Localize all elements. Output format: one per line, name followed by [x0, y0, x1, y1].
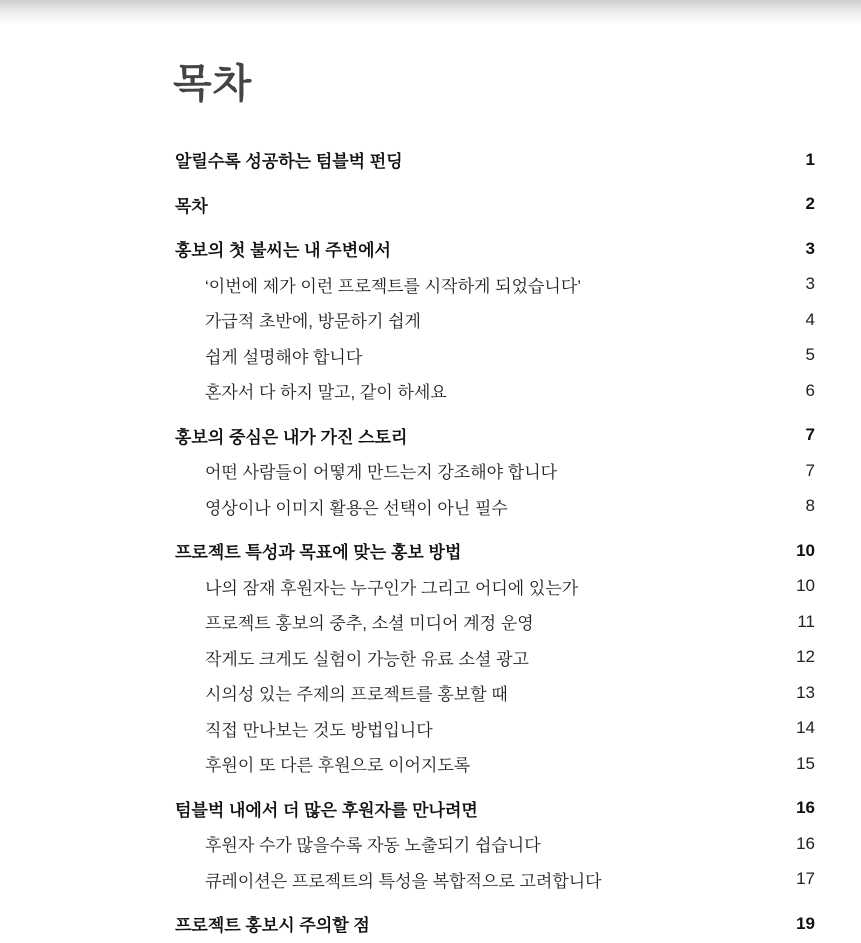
toc-page-number: 16 — [796, 798, 815, 818]
toc-chapter[interactable] — [175, 187, 815, 223]
toc-page-number: 14 — [796, 718, 815, 738]
toc-entry-title: 직접 만나보는 것도 방법입니다 — [205, 720, 433, 740]
toc-page-number: 13 — [796, 682, 815, 702]
toc-section[interactable] — [175, 640, 815, 676]
toc-entry-title: 나의 잠재 후원자는 누구인가 그리고 어디에 있는가 — [205, 578, 579, 598]
toc-entry-title: 알릴수록 성공하는 텀블벅 펀딩 — [175, 152, 403, 172]
toc-page-number: 7 — [805, 460, 815, 480]
toc-entry-title: 홍보의 중심은 내가 가진 스토리 — [175, 427, 408, 447]
toc-page-number: 15 — [796, 753, 815, 773]
toc-entry-title: 시의성 있는 주제의 프로젝트를 홍보할 때 — [205, 685, 508, 705]
toc-page-number: 11 — [797, 611, 815, 631]
toc-section[interactable] — [175, 453, 815, 489]
toc-entry-title: 후원이 또 다른 후원으로 이어지도록 — [205, 756, 471, 776]
toc-chapter[interactable] — [175, 418, 815, 454]
toc-chapter[interactable] — [175, 533, 815, 569]
toc-page-number: 6 — [805, 380, 815, 400]
top-shadow — [0, 0, 861, 24]
toc-page-number: 10 — [796, 576, 815, 596]
toc-entry-title: 영상이나 이미지 활용은 선택이 아닌 필수 — [205, 498, 508, 518]
toc-page-number: 4 — [805, 309, 815, 329]
toc-page-number: 5 — [805, 345, 815, 365]
toc-page-number: 2 — [805, 194, 815, 214]
toc-section[interactable] — [175, 489, 815, 525]
toc-section[interactable] — [175, 373, 815, 409]
toc-chapter[interactable] — [175, 791, 815, 827]
toc-entry-title: 텀블벅 내에서 더 많은 후원자를 만나려면 — [175, 800, 478, 820]
toc-page-number: 1 — [805, 149, 815, 169]
toc-entry-title: 프로젝트 홍보시 주의할 점 — [175, 916, 370, 936]
toc-chapter[interactable] — [175, 231, 815, 267]
toc-section[interactable] — [175, 302, 815, 338]
toc-entry-title: 목차 — [175, 196, 208, 216]
toc-section[interactable] — [175, 675, 815, 711]
toc-entry-title: 작게도 크게도 실험이 가능한 유료 소셜 광고 — [205, 649, 529, 669]
toc-entry-title: 가급적 초반에, 방문하기 쉽게 — [205, 312, 421, 332]
toc-entry-title: 프로젝트 특성과 목표에 맞는 홍보 방법 — [175, 543, 462, 563]
toc-page-number: 17 — [796, 869, 815, 889]
toc-section[interactable] — [175, 711, 815, 747]
page-title: 목차 — [173, 62, 253, 106]
toc-page-number: 10 — [796, 540, 815, 560]
toc-page-number: 16 — [796, 833, 815, 853]
toc-section[interactable] — [175, 604, 815, 640]
toc-page-number: 3 — [805, 274, 815, 294]
toc-page-number: 7 — [805, 425, 815, 445]
toc-page-number: 19 — [796, 913, 815, 933]
toc-section[interactable] — [175, 826, 815, 862]
toc-page-number: 3 — [805, 238, 815, 258]
toc-entry-title: 쉽게 설명해야 합니다 — [205, 347, 363, 367]
table-of-contents — [175, 142, 815, 942]
toc-entry-title: 어떤 사람들이 어떻게 만드는지 강조해야 합니다 — [205, 463, 558, 483]
toc-section[interactable] — [175, 746, 815, 782]
toc-section[interactable] — [175, 338, 815, 374]
toc-entry-title: 홍보의 첫 불씨는 내 주변에서 — [175, 241, 391, 261]
toc-section[interactable] — [175, 862, 815, 898]
toc-page-number: 8 — [805, 496, 815, 516]
toc-chapter[interactable] — [175, 142, 815, 178]
toc-chapter[interactable] — [175, 906, 815, 942]
toc-section[interactable] — [175, 569, 815, 605]
toc-entry-title: 혼자서 다 하지 말고, 같이 하세요 — [205, 383, 447, 403]
toc-entry-title: 프로젝트 홍보의 중추, 소셜 미디어 계정 운영 — [205, 614, 534, 634]
toc-entry-title: 큐레이션은 프로젝트의 특성을 복합적으로 고려합니다 — [205, 871, 602, 891]
toc-entry-title: 후원자 수가 많을수록 자동 노출되기 쉽습니다 — [205, 836, 541, 856]
toc-section[interactable] — [175, 267, 815, 303]
toc-entry-title: ‘이번에 제가 이런 프로젝트를 시작하게 되었습니다’ — [205, 276, 582, 296]
toc-page-number: 12 — [796, 647, 815, 667]
